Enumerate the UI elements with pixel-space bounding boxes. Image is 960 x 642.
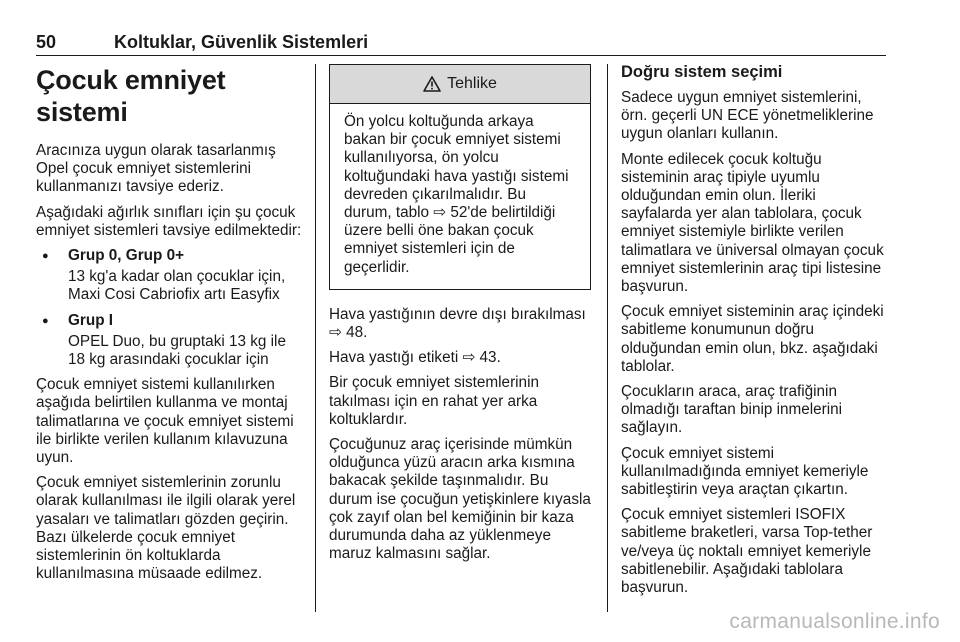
warning-text: Ön yolcu koltuğunda arkaya bakan bir çocuk emniyet sistemi kullanılıyorsa, ön yolcu koltuğundaki hava yastığı sistemi devreden çıkarılmalıdır. Bu durum, tablo ⇨ 52'de belirtildiği üzere belli öne bakan çocuk emniyet sistemleri için de geçerlidir. bbox=[344, 113, 569, 276]
subsection-title: Doğru sistem seçimi bbox=[621, 63, 783, 81]
list-item-text: OPEL Duo, bu gruptaki 13 kg ile 18 kg arasındaki çocuklar için bbox=[68, 332, 286, 369]
list-item-text: 13 kg'a kadar olan çocuklar için, Maxi Cosi Cabriofix artı Easyfix bbox=[68, 268, 286, 304]
paragraph: Bir çocuk emniyet sistemlerinin takılması için en rahat yer arka koltuklardır. bbox=[329, 374, 539, 428]
page-number: 50 bbox=[36, 32, 57, 52]
page-header bbox=[36, 32, 886, 54]
paragraph: Çocuk emniyet sistemlerinin zorunlu olarak kullanılması ile ilgili olarak yerel yasaları ve talimatları gözden geçirin. Bazı ülkelerde çocuk emniyet sistemlerinin ön koltuklarda kullanılmasına müsaade edilmez. bbox=[36, 474, 296, 583]
warning-box bbox=[329, 64, 591, 290]
header-divider bbox=[36, 55, 886, 56]
column-middle bbox=[329, 62, 591, 570]
warning-label: Tehlike bbox=[447, 74, 497, 92]
list-item bbox=[36, 312, 302, 370]
warning-header bbox=[330, 65, 590, 104]
section-title: Koltuklar, Güvenlik Sistemleri bbox=[114, 32, 369, 52]
weight-group-list bbox=[36, 247, 302, 369]
watermark: carmanualsonline.info bbox=[729, 610, 940, 633]
paragraph: Çocukların araca, araç trafiğinin olmadığı taraftan binip inmelerini sağlayın. bbox=[621, 383, 843, 437]
paragraph: Çocuk emniyet sisteminin araç içindeki sabitleme konumunun doğru olduğundan emin olun, bkz. aşağıdaki tablolar. bbox=[621, 303, 884, 375]
paragraph: Monte edilecek çocuk koltuğu sisteminin araç tipiyle uyumlu olduğundan emin olun. İleriki sayfalarda yer alan tablolara, çocuk emniyet sistemiyle birlikte verilen talimatlara ve üniversal olmayan çocuk emniyet sistemlerinin araç tipi listesine başvurun. bbox=[621, 150, 884, 296]
list-item-title: ● Grup 0, Grup 0+ bbox=[68, 247, 185, 265]
warning-body bbox=[330, 104, 590, 289]
paragraph: Sadece uygun emniyet sistemlerini, örn. geçerli UN ECE yönetmeliklerine uygun olanları kullanın. bbox=[621, 89, 874, 143]
cross-reference: Hava yastığı etiketi ⇨ 43. bbox=[329, 349, 501, 367]
column-left bbox=[36, 62, 302, 590]
column-divider bbox=[607, 64, 608, 612]
paragraph: Çocuk emniyet sistemleri ISOFIX sabitleme braketleri, varsa Top-tether ve/veya üç noktalı emniyet kemeriyle sabitlenebilir. Aşağıdaki tablolara başvurun. bbox=[621, 506, 873, 597]
list-item-title: ● Grup I bbox=[68, 311, 114, 329]
paragraph: Çocuk emniyet sistemi kullanılırken aşağıda belirtilen kullanma ve montaj talimatlarına ve çocuk emniyet sistemi ile birlikte verilen kullanım kılavuzuna uyun. bbox=[36, 376, 294, 467]
paragraph: Aşağıdaki ağırlık sınıfları için şu çocuk emniyet sistemleri tavsiye edilmektedir: bbox=[36, 203, 302, 239]
column-right bbox=[621, 62, 887, 604]
warning-triangle-icon bbox=[423, 76, 441, 92]
page-title: Çocuk emniyet sistemi bbox=[36, 65, 226, 127]
paragraph: Çocuğunuz araç içerisinde mümkün olduğunca yüzü aracın arka kısmına bakacak şekilde taşınmalıdır. Bu durum ise çocuğun yetişkinlere kıyasla çok zayıf olan bel kemiğinin bir kaza durumunda daha az yüklenmeye maruz kalmasını sağlar. bbox=[329, 436, 591, 563]
paragraph: Aracınıza uygun olarak tasarlanmış Opel çocuk emniyet sistemlerini kullanmanızı tavsiye ederiz. bbox=[36, 142, 276, 196]
paragraph: Çocuk emniyet sistemi kullanılmadığında emniyet kemeriyle sabitleştirin veya araçtan çıkartın. bbox=[621, 444, 869, 499]
list-item bbox=[36, 247, 302, 305]
column-divider bbox=[315, 64, 316, 612]
cross-reference: Hava yastığının devre dışı bırakılması ⇨ 48. bbox=[329, 305, 586, 342]
